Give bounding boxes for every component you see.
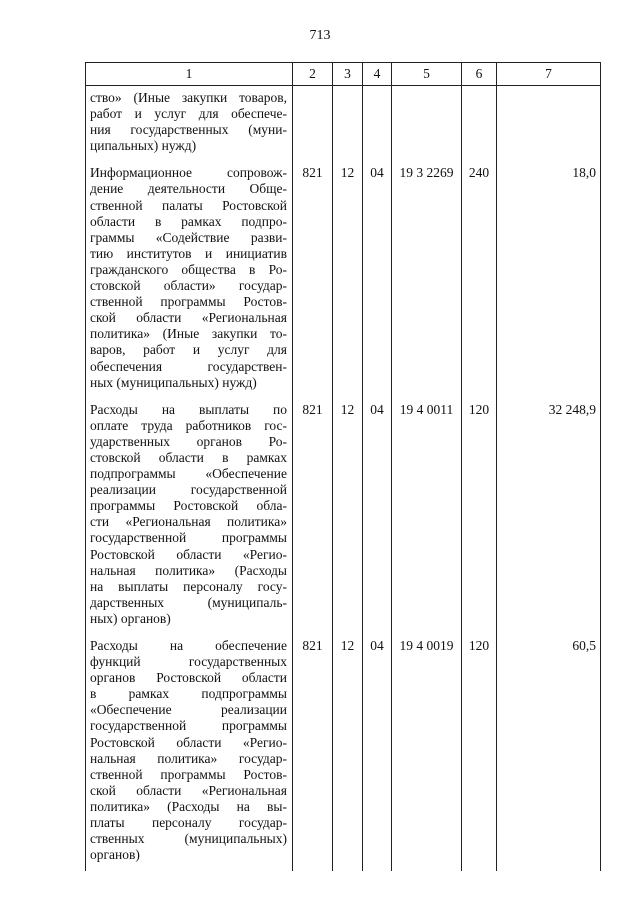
code-gr: 821 [293,162,333,398]
amount: 18,0 [497,162,601,398]
code-pr: 04 [363,399,392,635]
description-line: в рамках подпрограммы [90,686,287,702]
code-csr: 19 4 0019 [392,635,462,871]
description-line: органов) [90,847,140,863]
table-row [86,399,601,635]
description-line: сти «Региональная политика» [90,514,287,530]
code-pr: 04 [363,162,392,398]
column-header-3: 3 [333,63,363,86]
description-line: ственной палаты Ростовской [90,197,287,213]
description-line: ния государственных (муни- [90,122,287,138]
column-header-2: 2 [293,63,333,86]
description-line: обеспечения государствен- [90,358,287,374]
code-vr: 120 [462,635,497,871]
row-description [86,86,293,163]
description-line: ударственных органов Ро- [90,433,287,449]
description-line: реализации государственной [90,482,287,498]
row-description [86,162,293,398]
description-line: ственных (муниципальных) [90,831,287,847]
amount: 60,5 [497,635,601,871]
table-row [86,635,601,871]
code-vr: 240 [462,162,497,398]
code-csr: 19 3 2269 [392,162,462,398]
description-line: стовской области» государ- [90,278,287,294]
table-body [86,86,601,872]
code-rz [333,86,363,163]
code-rz: 12 [333,162,363,398]
description-line: платы персоналу государ- [90,815,287,831]
description-line: Расходы на обеспечение [90,638,287,653]
code-csr [392,86,462,163]
page-number: 713 [309,28,331,43]
description-line: программы Ростовской обла- [90,498,287,514]
amount: 32 248,9 [497,399,601,635]
description-line: ской области «Региональная [90,782,287,798]
description-line: Ростовской области «Регио- [90,546,287,562]
column-header-5: 5 [392,63,462,86]
code-gr: 821 [293,399,333,635]
column-header-6: 6 [462,63,497,86]
column-header-1: 1 [86,63,293,86]
description-line: Ростовской области «Регио- [90,734,287,750]
amount [497,86,601,163]
description-line: политика» (Расходы на вы- [90,798,287,814]
column-header-7: 7 [497,63,601,86]
description-line: дарственных (муниципаль- [90,594,287,610]
description-line: на выплаты персоналу госу- [90,578,287,594]
description-line: функций государственных [90,654,287,670]
description-line: гражданского общества в Ро- [90,261,287,277]
description-line: нальная политика» (Расходы [90,562,287,578]
description-line: ство» (Иные закупки товаров, [90,90,287,105]
description-line: Информационное сопровож- [90,165,287,181]
table-header-row [86,63,601,86]
code-gr: 821 [293,635,333,871]
description-line: тию институтов и инициатив [90,245,287,261]
description-line: «Обеспечение реализации [90,702,287,718]
description-line: ных) органов) [90,610,171,626]
description-line: ственной программы Ростов- [90,766,287,782]
code-csr: 19 4 0011 [392,399,462,635]
budget-table [85,62,601,871]
row-description [86,635,293,871]
code-vr [462,86,497,163]
description-line: ных (муниципальных) нужд) [90,374,257,390]
description-line: Расходы на выплаты по [90,401,287,417]
code-pr [363,86,392,163]
description-line: ственной программы Ростов- [90,294,287,310]
description-line: политика» (Иные закупки то- [90,326,287,342]
description-line: стовской области в рамках [90,449,287,465]
description-line: государственной программы [90,530,287,546]
description-line: органов Ростовской области [90,670,287,686]
column-header-4: 4 [363,63,392,86]
code-rz: 12 [333,635,363,871]
table-row [86,86,601,163]
code-pr: 04 [363,635,392,871]
description-line: оплате труда работников гос- [90,417,287,433]
description-line: области в рамках подпро- [90,213,287,229]
code-vr: 120 [462,399,497,635]
table-row [86,162,601,398]
description-line: государственной программы [90,718,287,734]
description-line: граммы «Содействие разви- [90,229,287,245]
code-rz: 12 [333,399,363,635]
description-line: ципальных) нужд) [90,138,197,154]
code-gr [293,86,333,163]
description-line: ской области «Региональная [90,310,287,326]
description-line: работ и услуг для обеспече- [90,106,287,122]
description-line: варов, работ и услуг для [90,342,287,358]
row-description [86,399,293,635]
description-line: нальная политика» государ- [90,750,287,766]
description-line: подпрограммы «Обеспечение [90,466,287,482]
description-line: дение деятельности Обще- [90,181,287,197]
